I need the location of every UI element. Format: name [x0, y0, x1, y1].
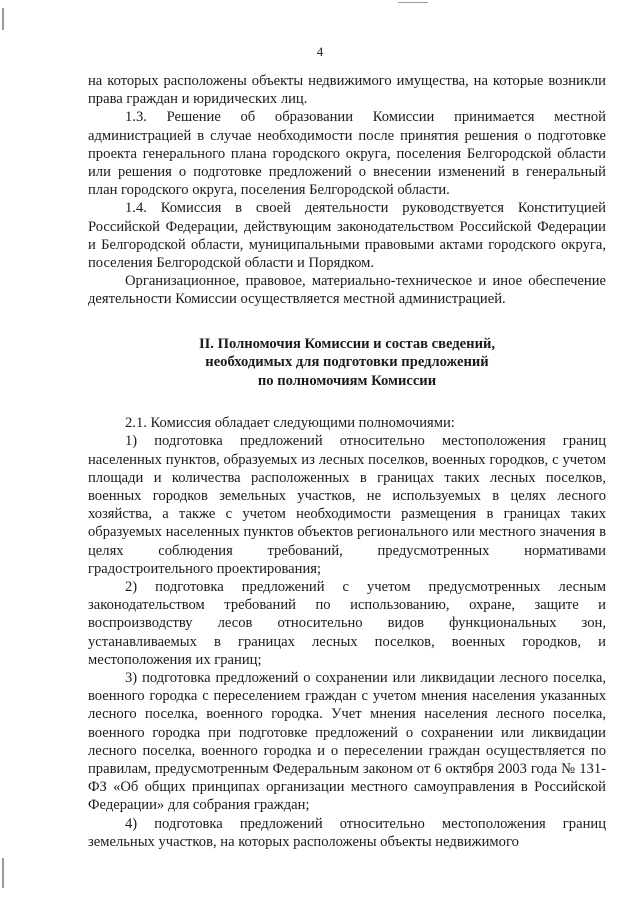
paragraph-support: Организационное, правовое, материально-техническое и иное обеспечение деятельности Комиссии осуществляется местной администрацией. — [88, 273, 606, 308]
scan-artifact-top — [398, 2, 428, 3]
list-item-2: 2) подготовка предложений с учетом предусмотренных лесным законодательством требований по использованию, охране, защите и воспроизводству лесов относительно видов функциональных зон, устанавливаемых в границах лесных поселков, военных городков, и местоположения их границ; — [88, 578, 606, 668]
document-body — [88, 72, 606, 851]
section-heading — [88, 335, 606, 391]
section-heading-line-3: по полномочиям Комиссии — [257, 372, 437, 389]
page-number: 4 — [316, 44, 324, 59]
paragraph-1-3: 1.3. Решение об образовании Комиссии принимается местной администрацией в случае необходимости после принятия решения о подготовке проекта генерального плана городского округа, поселения Белгородской области или решения о подготовке предложений о внесении изменений в генеральный план городского округа, поселения Белгородской области. — [88, 109, 606, 199]
paragraph-1-4: 1.4. Комиссия в своей деятельности руководствуется Конституцией Российской Федерации, действующим законодательством Российской Федерации и Белгородской области, муниципальными правовыми актами городского округа, поселения Белгородской области и Порядком. — [88, 200, 606, 272]
paragraph-2-1: 2.1. Комиссия обладает следующими полномочиями: — [125, 415, 455, 432]
list-item-3: 3) подготовка предложений о сохранении или ликвидации лесного поселка, военного городка с переселением граждан с учетом мнения населения указанных лесного поселка, военного городка. Учет мнения населения лесного поселка, военного городка при подготовке предложений о сохранении или ликвидации лесного поселка, военного городка и о переселении граждан осуществляется по правилам, предусмотренным Федеральным законом от 6 октября 2003 года № 131-ФЗ «Об общих принципах организации местного самоуправления в Российской Федерации» для собрания граждан; — [88, 669, 606, 814]
section-heading-line-2: необходимых для подготовки предложений — [205, 354, 489, 371]
scan-artifact-left-top — [2, 8, 4, 30]
scan-artifact-left-bottom — [2, 858, 4, 888]
list-item-4: 4) подготовка предложений относительно местоположения границ земельных участков, на которых расположены объекты недвижимого — [88, 815, 606, 850]
section-heading-line-1: II. Полномочия Комиссии и состав сведений, — [198, 335, 496, 352]
paragraph-continuation: на которых расположены объекты недвижимого имущества, на которые возникли права граждан и юридических лиц. — [88, 73, 606, 108]
list-item-1: 1) подготовка предложений относительно местоположения границ населенных пунктов, образуемых из лесных поселков, военных городков, с учетом площади и количества расположенных в границах таких лесных поселков, военных городков земельных участков, не используемых в целях лесного хозяйства, а также с учетом необходимости размещения в границах таких образуемых населенных пунктов объектов регионального или местного значения в целях соблюдения требований, предусмотренных нормативами градостроительного проектирования; — [88, 433, 606, 577]
